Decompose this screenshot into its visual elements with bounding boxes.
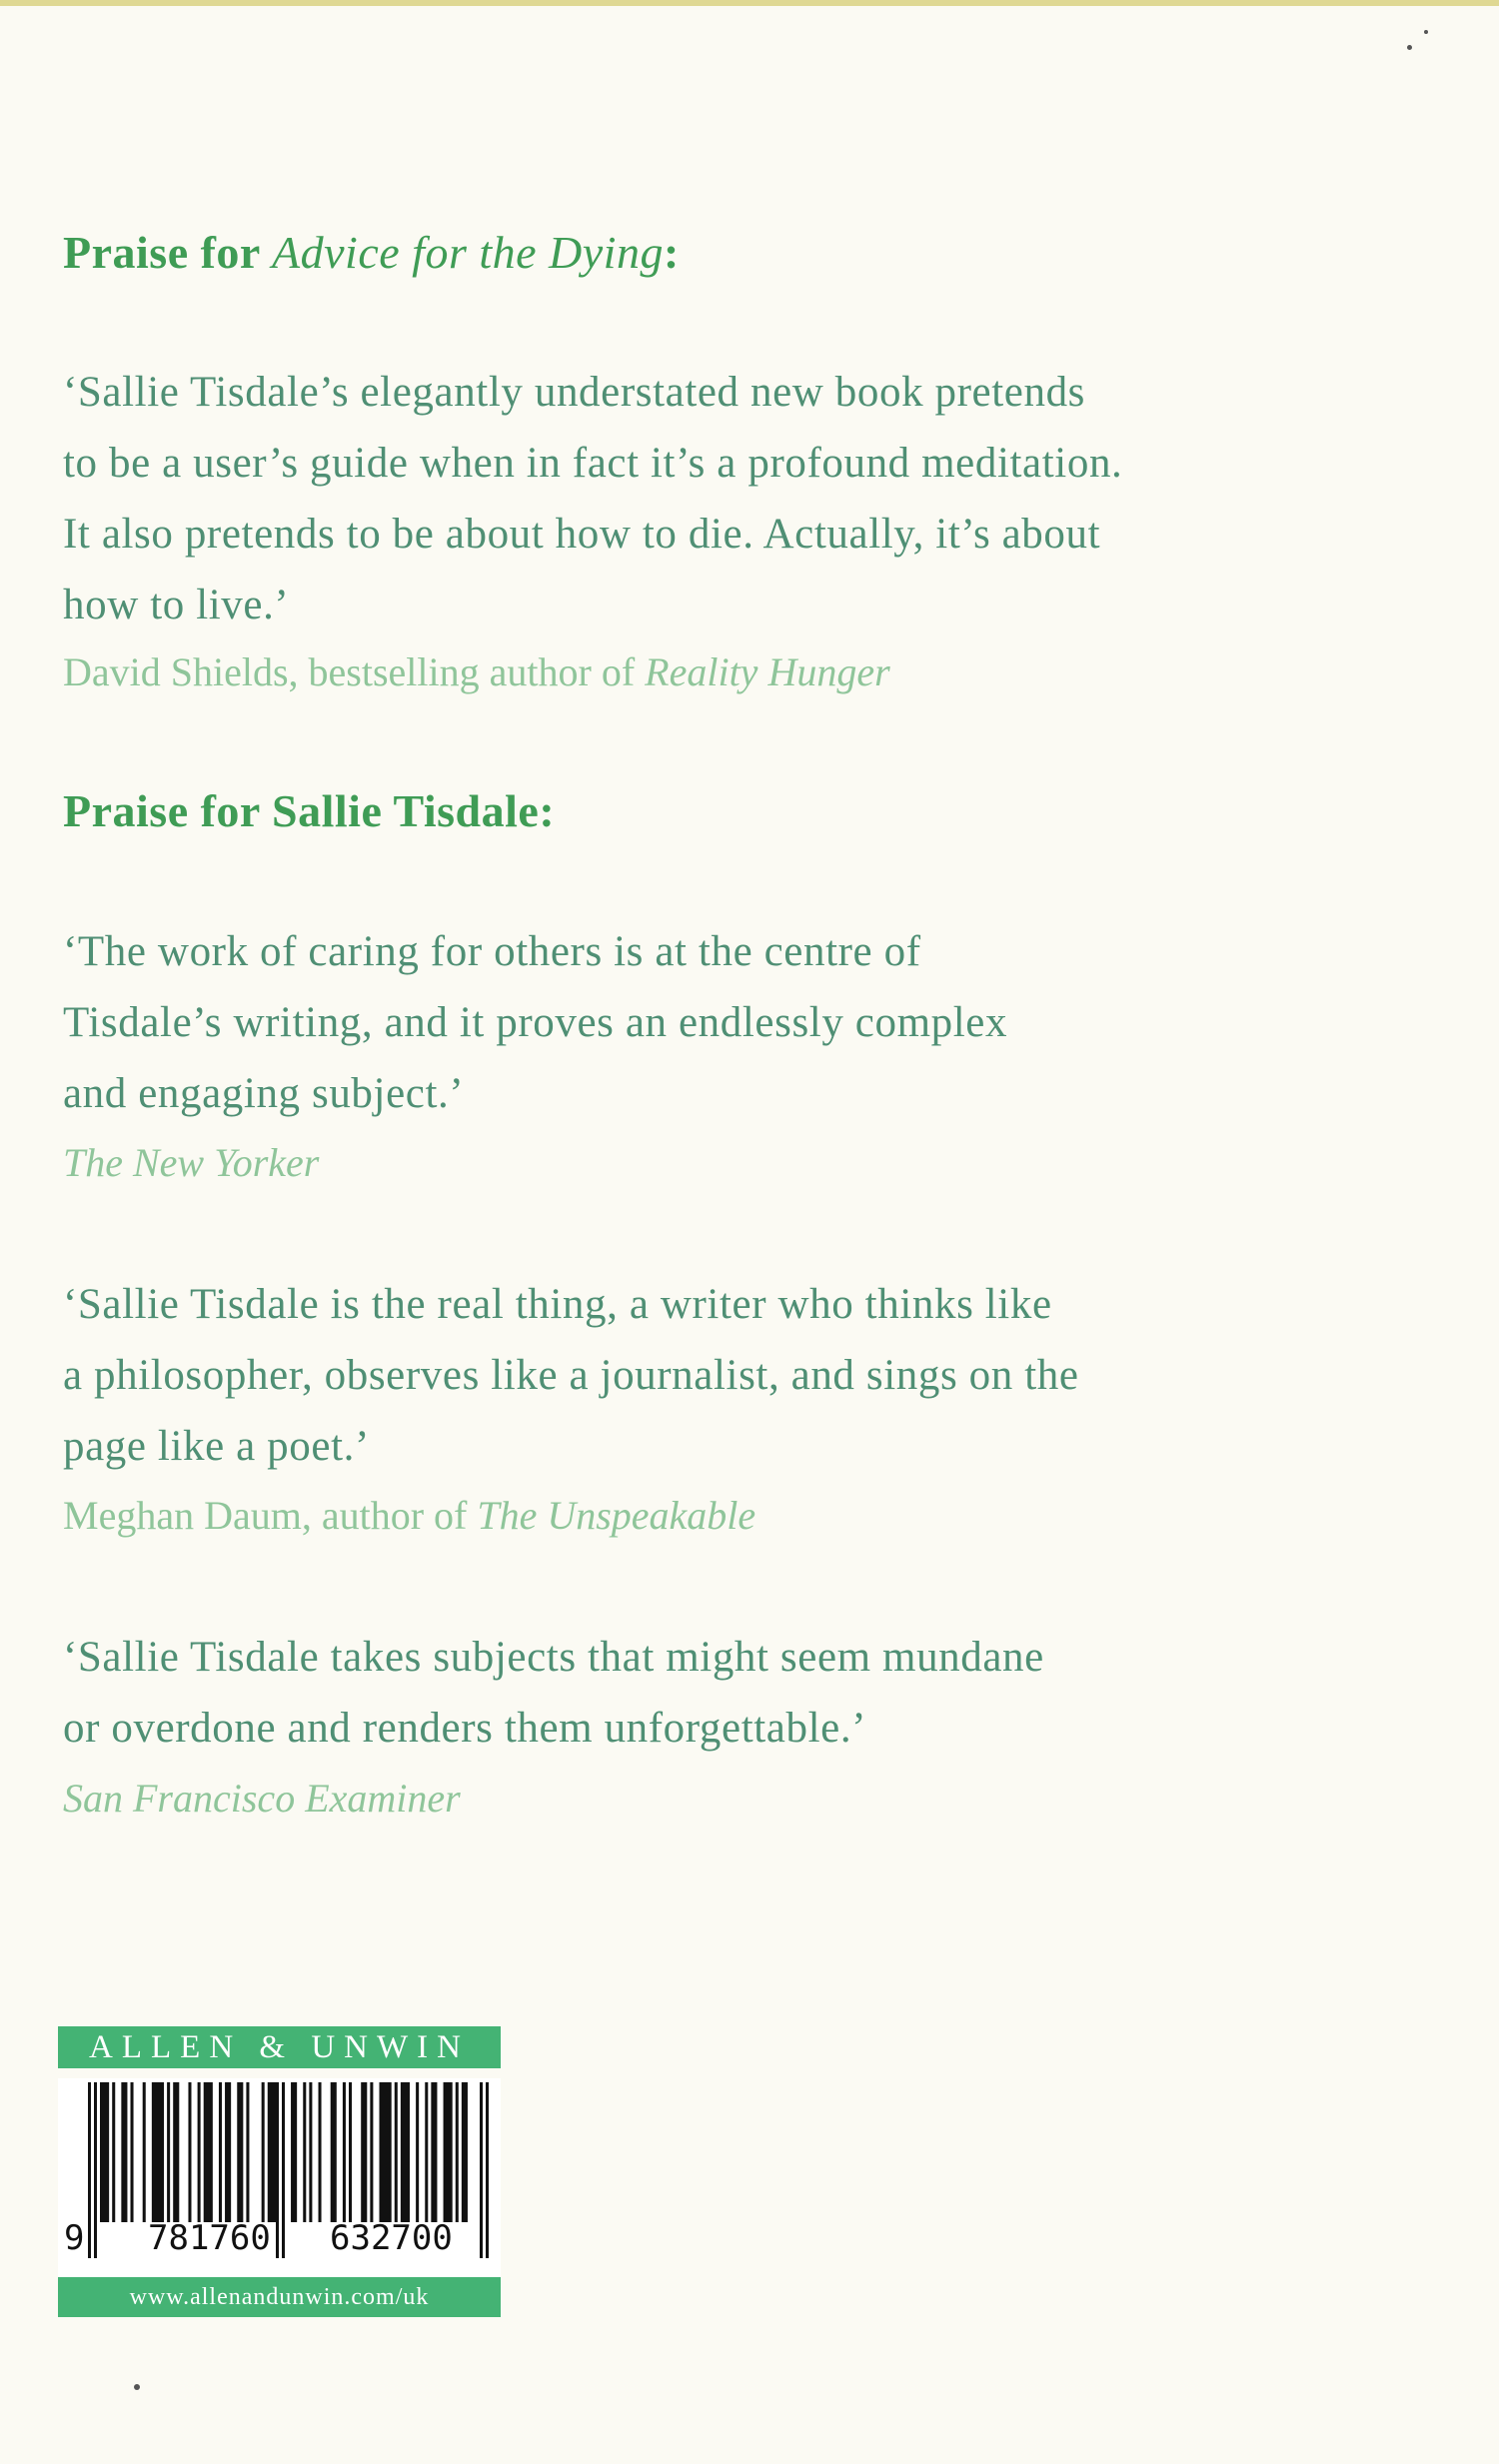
barcode-bar bbox=[319, 2082, 322, 2222]
barcode-bar bbox=[303, 2082, 306, 2222]
barcode-bar bbox=[246, 2082, 249, 2222]
barcode-bar bbox=[173, 2082, 179, 2222]
barcode-bar bbox=[262, 2082, 265, 2222]
quote-line: ‘Sallie Tisdale’s elegantly understated new book pretends bbox=[63, 369, 1086, 416]
book-title: Advice for the Dying bbox=[272, 227, 664, 278]
barcode-first-digit: 9 bbox=[64, 2218, 85, 2258]
barcode-right-digits: 632700 bbox=[330, 2218, 453, 2258]
attribution-title: The New Yorker bbox=[63, 1140, 320, 1185]
praise-book-heading bbox=[63, 225, 680, 281]
quote-line: page like a poet.’ bbox=[63, 1423, 370, 1470]
barcode-bar bbox=[219, 2082, 222, 2222]
barcode-bar bbox=[143, 2082, 146, 2222]
barcode-bar bbox=[225, 2082, 231, 2222]
barcode-bar bbox=[112, 2082, 115, 2222]
barcode-bar bbox=[361, 2082, 367, 2222]
barcode-bar bbox=[401, 2082, 410, 2222]
attribution-title: San Francisco Examiner bbox=[63, 1776, 461, 1821]
barcode-bar bbox=[431, 2082, 437, 2222]
barcode-bar bbox=[349, 2082, 352, 2222]
barcode-bar bbox=[380, 2082, 392, 2222]
quote-line: to be a user’s guide when in fact it’s a profound meditation. bbox=[63, 440, 1123, 487]
barcode-guard-bar bbox=[276, 2082, 279, 2258]
barcode-guard-bar bbox=[486, 2082, 489, 2258]
barcode-bar bbox=[198, 2082, 201, 2222]
quote-line: a philosopher, observes like a journalist, and sings on the bbox=[63, 1352, 1079, 1399]
quote-line: ‘Sallie Tisdale is the real thing, a writer who thinks like bbox=[63, 1281, 1052, 1328]
barcode-bar bbox=[204, 2082, 213, 2222]
barcode-guard-bar bbox=[88, 2082, 91, 2258]
praise-book-colon: : bbox=[663, 227, 680, 278]
barcode-bar bbox=[343, 2082, 346, 2222]
barcode-bar bbox=[331, 2082, 337, 2222]
author-quote-2 bbox=[63, 1269, 1242, 1482]
author-quote-1 bbox=[63, 916, 1242, 1129]
print-speck bbox=[1407, 45, 1412, 50]
barcode-bar bbox=[291, 2082, 297, 2222]
print-speck bbox=[1424, 30, 1428, 34]
quote-line: how to live.’ bbox=[63, 582, 290, 628]
barcode-bar bbox=[462, 2082, 468, 2222]
barcode-guard-bar bbox=[94, 2082, 97, 2258]
isbn-barcode bbox=[58, 2078, 501, 2278]
praise-book-label: Praise for bbox=[63, 227, 273, 278]
praise-book-quote bbox=[63, 357, 1242, 640]
publisher-logo: ALLEN & UNWIN bbox=[58, 2026, 501, 2068]
barcode-left-digits: 781760 bbox=[148, 2218, 271, 2258]
barcode-bar bbox=[167, 2082, 170, 2222]
author-quote-1-attribution bbox=[63, 1138, 319, 1188]
attribution-name: Meghan Daum, author of bbox=[63, 1493, 478, 1538]
barcode-bar bbox=[456, 2082, 459, 2222]
praise-author-heading: Praise for Sallie Tisdale: bbox=[63, 785, 556, 836]
barcode-bar bbox=[121, 2082, 127, 2222]
author-quote-3 bbox=[63, 1622, 1242, 1764]
attribution-title: The Unspeakable bbox=[477, 1493, 756, 1538]
barcode-bar bbox=[188, 2082, 191, 2222]
barcode-bar bbox=[309, 2082, 312, 2222]
barcode-bar bbox=[152, 2082, 164, 2222]
barcode-guard-bar bbox=[480, 2082, 483, 2258]
print-speck bbox=[134, 2384, 140, 2390]
quote-line: or overdone and renders them unforgettable.’ bbox=[63, 1705, 867, 1752]
quote-line: Tisdale’s writing, and it proves an endlessly complex bbox=[63, 999, 1008, 1046]
quote-line: ‘Sallie Tisdale takes subjects that might seem mundane bbox=[63, 1634, 1044, 1681]
author-quote-3-attribution bbox=[63, 1774, 461, 1824]
praise-book-attribution bbox=[63, 647, 890, 697]
quote-line: and engaging subject.’ bbox=[63, 1070, 465, 1117]
barcode-bar bbox=[237, 2082, 243, 2222]
barcode-bar bbox=[444, 2082, 453, 2222]
author-quote-2-attribution bbox=[63, 1491, 755, 1541]
barcode-bar bbox=[425, 2082, 428, 2222]
quote-line: ‘The work of caring for others is at the centre of bbox=[63, 928, 921, 975]
attribution-title: Reality Hunger bbox=[645, 649, 890, 694]
barcode-bar bbox=[131, 2082, 134, 2222]
publisher-website: www.allenandunwin.com/uk bbox=[58, 2277, 501, 2317]
quote-line: It also pretends to be about how to die. Actually, it’s about bbox=[63, 511, 1101, 558]
barcode-bar bbox=[416, 2082, 419, 2222]
barcode-bar bbox=[395, 2082, 398, 2222]
barcode-bar bbox=[100, 2082, 109, 2222]
cover-top-edge bbox=[0, 0, 1499, 6]
barcode-guard-bar bbox=[282, 2082, 285, 2258]
barcode-bar bbox=[268, 2082, 277, 2222]
barcode-bar bbox=[370, 2082, 373, 2222]
attribution-name: David Shields, bestselling author of bbox=[63, 649, 646, 694]
